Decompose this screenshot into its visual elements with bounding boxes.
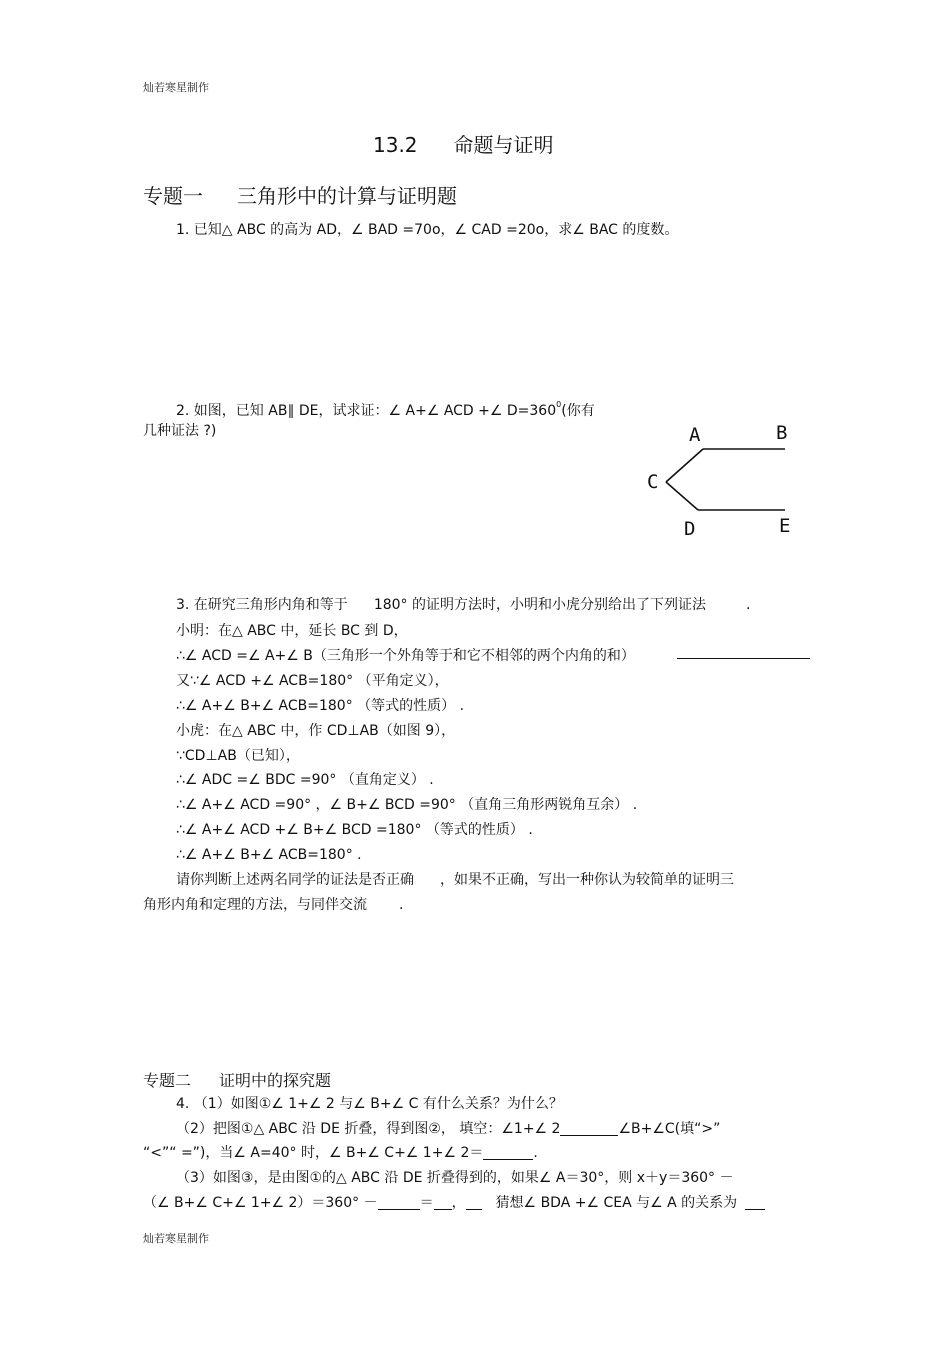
answer-blank[interactable] xyxy=(560,1121,618,1136)
q4-p2-c: “<”“ =”)，当∠ A=40° 时，∠ B+∠ C+∠ 1+∠ 2＝ xyxy=(143,1145,484,1161)
answer-blank[interactable] xyxy=(378,1195,420,1210)
topic2-heading xyxy=(143,1068,331,1091)
q2-superscript: 0 xyxy=(556,400,562,409)
topic2-label: 专题二 xyxy=(143,1071,192,1090)
answer-underline xyxy=(677,658,810,659)
q4-part2-line1 xyxy=(176,1120,720,1138)
answer-blank[interactable] xyxy=(466,1195,482,1210)
q3-intro-b: 180° 的证明方法时，小明和小虎分别给出了下列证法 xyxy=(373,597,706,613)
proof-line: ∴∠ A+∠ B+∠ ACB=180° . xyxy=(176,847,362,863)
q4-part3-line2 xyxy=(143,1194,765,1212)
q3-ask2-a: 角形内角和定理的方法，与同伴交流 xyxy=(143,897,367,913)
topic1-label: 专题一 xyxy=(143,184,203,208)
q3-ask1-b: ，如果不正确，写出一种你认为较简单的证明三 xyxy=(440,872,734,888)
topic1-text: 三角形中的计算与证明题 xyxy=(237,184,457,208)
q4-p2-a: （2）把图①△ ABC 沿 DE 折叠，得到图②， 填空：∠1+∠ 2 xyxy=(176,1121,561,1137)
q4-p3-d: ， xyxy=(451,1195,466,1211)
proof-line: ∴∠ A+∠ ACD =90° ，∠ B+∠ BCD =90° （直角三角形两锐角互余） . xyxy=(176,797,638,813)
q3-ask2-b: . xyxy=(399,897,404,913)
proof-line: ∴∠ A+∠ B+∠ ACB=180° （等式的性质） . xyxy=(176,698,465,714)
answer-blank[interactable] xyxy=(483,1145,533,1160)
footer-watermark: 灿若寒星制作 xyxy=(143,1232,209,1245)
question-1: 1. 已知△ ABC 的高为 AD，∠ BAD =70o，∠ CAD =20o，求∠ BAC 的度数。 xyxy=(176,222,679,238)
q4-p2-b: ∠B+∠C(填“>” xyxy=(618,1121,721,1137)
line-ac xyxy=(666,449,703,482)
question-2-line1 xyxy=(176,396,595,420)
parallel-lines-figure xyxy=(640,415,810,545)
proof-line: ∵CD⊥AB（已知）， xyxy=(176,748,300,764)
q4-p2-d: . xyxy=(533,1145,538,1161)
answer-blank[interactable] xyxy=(434,1195,452,1210)
header-watermark: 灿若寒星制作 xyxy=(143,81,209,94)
line-cd xyxy=(666,482,698,510)
proof-line: ∴∠ ACD =∠ A+∠ B（三角形一个外角等于和它不相邻的两个内角的和） xyxy=(176,648,635,664)
label-a: A xyxy=(689,424,701,446)
label-e: E xyxy=(779,515,791,537)
q3-ask-line2 xyxy=(143,896,403,914)
q3-ask1-a: 请你判断上述两名同学的证法是否正确 xyxy=(176,872,414,888)
proof-line: ∴∠ ADC =∠ BDC =90° （直角定义） . xyxy=(176,772,434,788)
q2-text-end: (你有 xyxy=(561,403,595,419)
proof-line: 小明：在△ ABC 中，延长 BC 到 D， xyxy=(176,623,408,639)
q2-text: 2. 如图，已知 AB∥ DE，试求证：∠ A+∠ ACD +∠ D=360 xyxy=(176,403,557,419)
label-d: D xyxy=(684,518,696,540)
title-text: 命题与证明 xyxy=(453,133,554,157)
q4-part1: 4. （1）如图①∠ 1+∠ 2 与∠ B+∠ C 有什么关系？为什么？ xyxy=(176,1096,563,1112)
q4-p3-e: 猜想∠ BDA +∠ CEA 与∠ A 的关系为 xyxy=(495,1195,738,1211)
q3-intro-end: . xyxy=(745,597,751,613)
proof-line: 又∵∠ ACD +∠ ACB=180° （平角定义）， xyxy=(176,673,449,689)
topic1-heading xyxy=(143,180,457,209)
q4-p3-c: ＝ xyxy=(419,1195,434,1211)
page-title xyxy=(373,129,554,158)
q4-part3-line1: （3）如图③，是由图①的△ ABC 沿 DE 折叠得到的，如果∠ A＝30°，则 x＋y＝360° － xyxy=(176,1170,734,1186)
proof-line: 小虎：在△ ABC 中，作 CD⊥AB（如图 9）， xyxy=(176,723,456,739)
q3-ask-line1 xyxy=(176,871,734,889)
answer-blank[interactable] xyxy=(745,1195,765,1210)
q4-part2-line2 xyxy=(143,1144,538,1162)
question-2-line2: 几种证法 ?) xyxy=(143,423,217,439)
label-c: C xyxy=(647,471,659,493)
question-3-intro xyxy=(176,596,750,614)
label-b: B xyxy=(776,422,788,444)
q4-p3-b: （∠ B+∠ C+∠ 1+∠ 2）＝360° － xyxy=(143,1195,378,1211)
proof-line: ∴∠ A+∠ ACD +∠ B+∠ BCD =180° （等式的性质） . xyxy=(176,822,533,838)
topic2-text: 证明中的探究题 xyxy=(219,1071,332,1090)
title-number: 13.2 xyxy=(373,133,418,157)
q3-intro-a: 3. 在研究三角形内角和等于 xyxy=(176,597,348,613)
